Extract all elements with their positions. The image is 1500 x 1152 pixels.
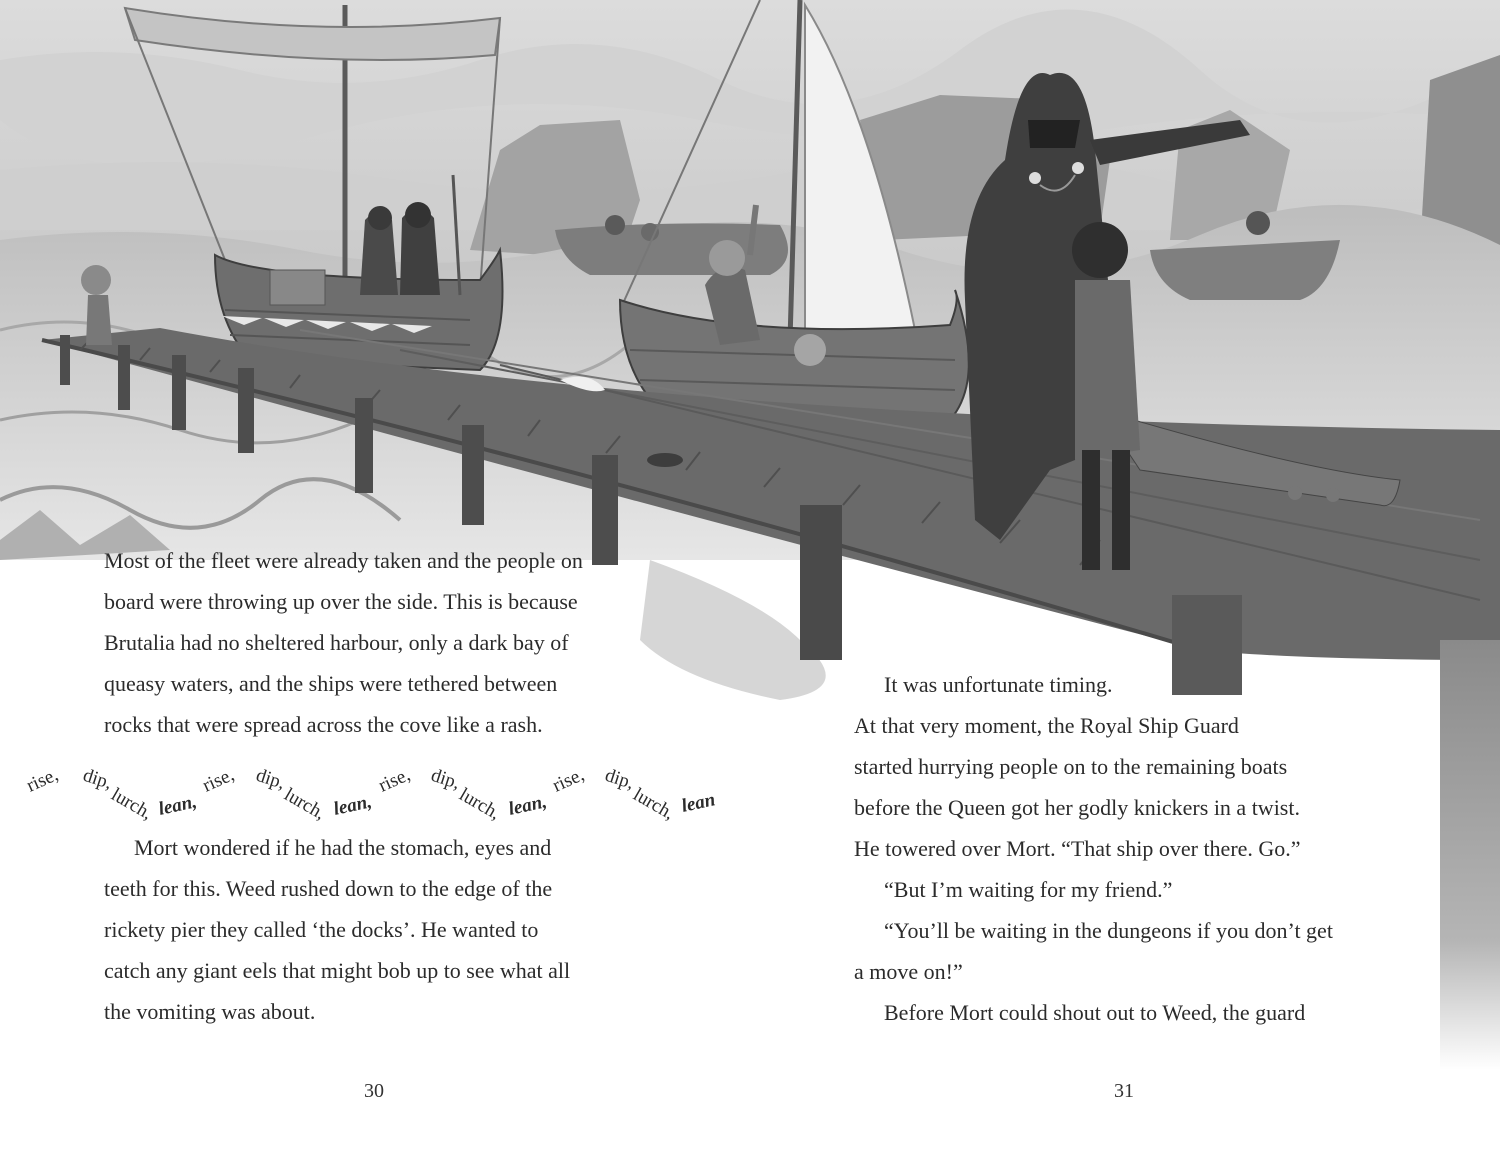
text-line: the vomiting was about. [104, 999, 316, 1024]
wave-word: lurch, [455, 784, 504, 825]
text-line: rocks that were spread across the cove like a rash. [104, 712, 543, 737]
text-line: “But I’m waiting for my friend.” [884, 877, 1173, 902]
text-line: started hurrying people on to the remaining boats [854, 754, 1288, 779]
text-line: Brutalia had no sheltered harbour, only a dark bay of [104, 630, 569, 655]
wave-word: lurch, [629, 784, 678, 825]
text-line: He towered over Mort. “That ship over there. Go.” [854, 836, 1301, 861]
wave-word: lean, [156, 791, 199, 820]
text-line: It was unfortunate timing. [884, 672, 1113, 697]
text-line: a move on!” [854, 959, 963, 984]
wave-word: dip, [253, 764, 288, 794]
wave-word: lean, [506, 791, 549, 820]
wave-word: rise, [549, 764, 588, 797]
page-number-left: 30 [364, 1080, 384, 1102]
wave-word: lurch, [107, 784, 156, 825]
wave-word: dip, [80, 764, 115, 794]
text-line: Most of the fleet were already taken and the people on [104, 548, 583, 573]
wave-word: lurch, [280, 784, 329, 825]
right-page-text [854, 664, 1333, 1033]
wave-word: lean [679, 789, 718, 817]
text-line: Before Mort could shout out to Weed, the guard [884, 1000, 1306, 1025]
text-line: board were throwing up over the side. This is because [104, 589, 578, 614]
text-line: catch any giant eels that might bob up to see what all [104, 958, 571, 983]
wave-word: rise, [375, 764, 414, 797]
text-line: teeth for this. Weed rushed down to the edge of the [104, 876, 553, 901]
wave-word: rise, [199, 764, 238, 797]
wave-word: dip, [428, 764, 463, 794]
text-line: before the Queen got her godly knickers in a twist. [854, 795, 1300, 820]
page-number-right: 31 [1114, 1080, 1134, 1102]
wave-word: rise, [23, 764, 62, 797]
left-paragraph-2 [104, 827, 570, 1032]
text-line: queasy waters, and the ships were tethered between [104, 671, 558, 696]
text-line: Mort wondered if he had the stomach, eyes and [134, 835, 552, 860]
text-line: At that very moment, the Royal Ship Guard [854, 713, 1239, 738]
text-line: rickety pier they called ‘the docks’. He wanted to [104, 917, 539, 942]
text-line: “You’ll be waiting in the dungeons if you don’t get [884, 918, 1333, 943]
wave-word: lean, [331, 791, 374, 820]
wave-word: dip, [602, 764, 637, 794]
